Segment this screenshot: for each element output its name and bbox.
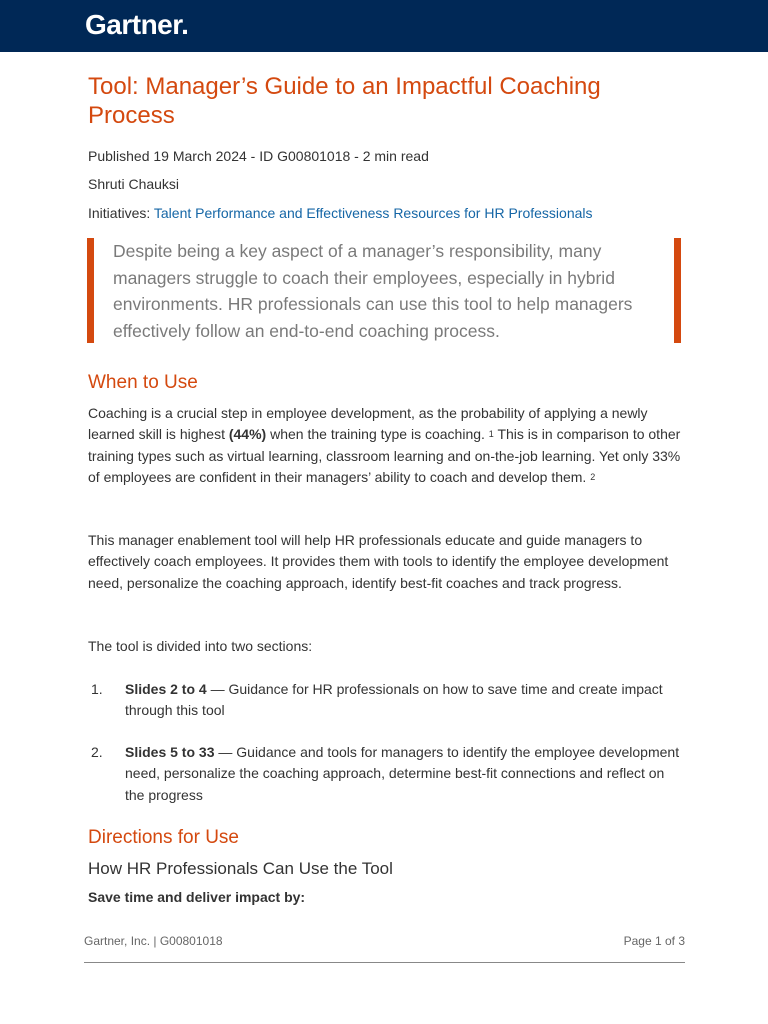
list-item-text: — Guidance and tools for managers to identify the employee development need, personalize the coaching approach, determine best-fit connections and reflect on the progress	[125, 744, 680, 803]
document-content	[88, 72, 682, 905]
list-item-text: — Guidance for HR professionals on how to save time and create impact through this tool	[125, 681, 663, 719]
list-number: 1.	[91, 681, 103, 697]
gartner-logo[interactable]: Gartner.	[85, 9, 189, 40]
footnote-ref-1[interactable]: 1	[488, 429, 494, 440]
list-item-bold: Slides 5 to 33	[125, 744, 215, 760]
directions-subheading: How HR Professionals Can Use the Tool	[88, 859, 393, 878]
when-to-use-paragraph-1: Coaching is a crucial step in employee development, as the probability of applying a newly learned skill is highest (44%) when the training type is coaching. $^1$ This is in comparison to other training types such as virtual learning, classroom learning and on-the-job learning. Yet only 33% of employees are confident in their managers’ ability to coach and develop them. $^2$	[88, 405, 681, 485]
initiatives	[88, 203, 593, 223]
initiatives-label: Initiatives:	[88, 205, 154, 221]
when-to-use-heading: When to Use	[88, 372, 198, 393]
list-number: 2.	[91, 744, 103, 760]
list-item-bold: Slides 2 to 4	[125, 681, 207, 697]
footer-divider	[84, 962, 685, 963]
when-to-use-paragraph-3: The tool is divided into two sections:	[88, 638, 313, 654]
page-number: Page 1 of 3	[623, 934, 685, 948]
summary-text: Despite being a key aspect of a manager’s responsibility, many managers struggle to coach their employees, especially in hybrid environments. HR professionals can use this tool to help managers effectively follow an end-to-end coaching process.	[113, 241, 633, 341]
initiatives-link[interactable]: Talent Performance and Effectiveness Resources for HR Professionals	[153, 205, 593, 221]
top-banner	[0, 0, 768, 52]
footer-id: Gartner, Inc. | G00801018	[84, 934, 223, 948]
footnote-ref-2[interactable]: 2	[590, 471, 596, 482]
document-title: Tool: Manager’s Guide to an Impactful Coaching Process	[88, 73, 601, 129]
directions-heading: Directions for Use	[88, 827, 239, 848]
author-name: Shruti Chauksi	[88, 176, 180, 192]
summary-callout	[87, 238, 681, 343]
published-info: Published 19 March 2024 - ID G00801018 - 2 min read	[88, 148, 429, 164]
directions-lead: Save time and deliver impact by:	[88, 889, 306, 905]
when-to-use-paragraph-2: This manager enablement tool will help HR professionals educate and guide managers to effectively coach employees. It provides them with tools to identify the employee development need, personalize the coaching approach, identify best-fit coaches and track progress.	[88, 532, 669, 591]
